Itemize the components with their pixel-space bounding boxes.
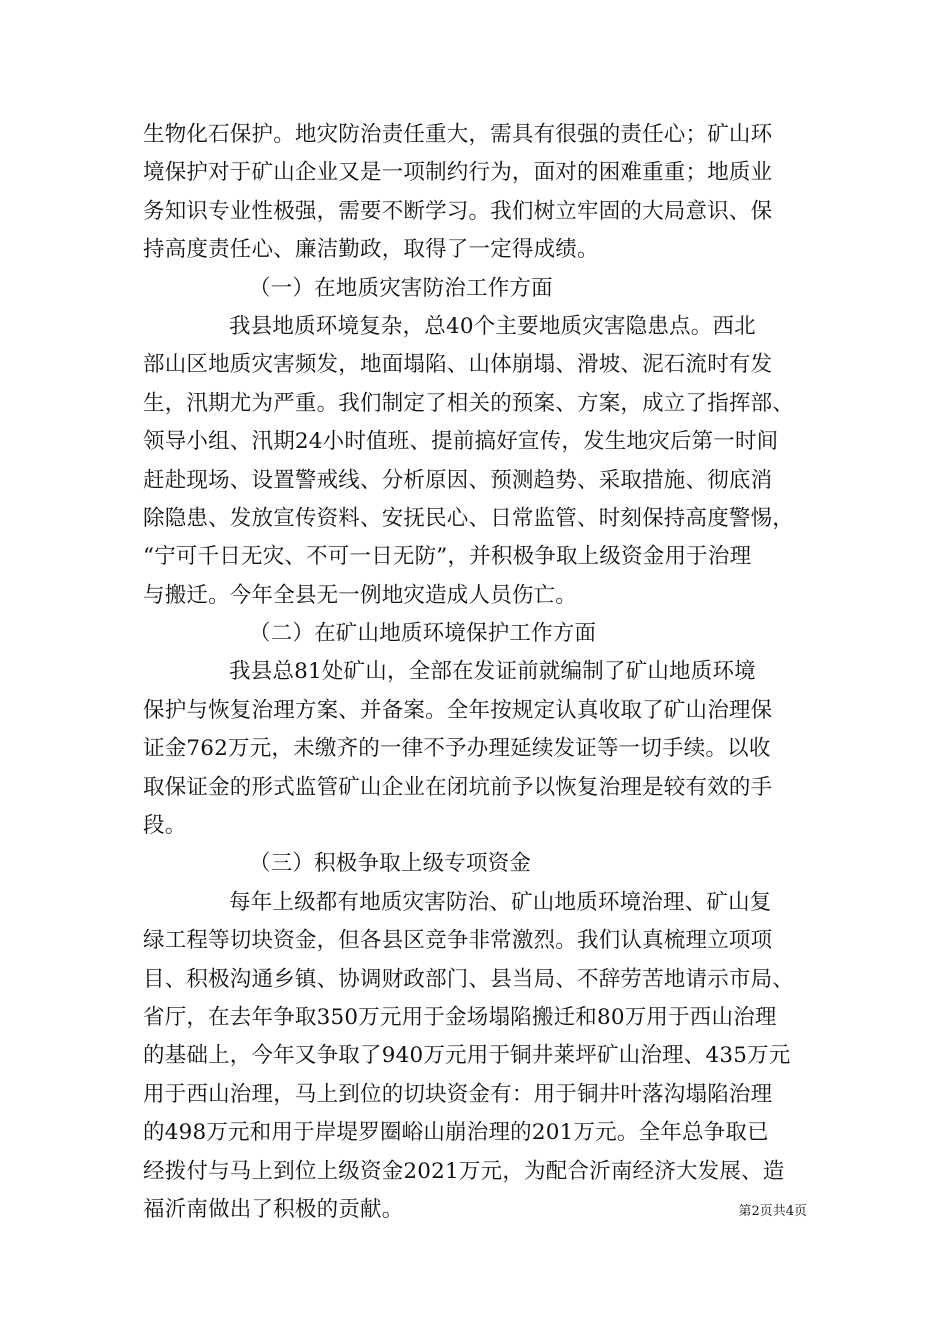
text-line: 生，汛期尤为严重。我们制定了相关的预案、方案，成立了指挥部、 bbox=[143, 390, 795, 416]
paragraph bbox=[143, 116, 825, 270]
text-line: 保护与恢复治理方案、并备案。全年按规定认真收取了矿山治理保 bbox=[143, 697, 773, 723]
text-line: 绿工程等切块资金，但各县区竞争非常激烈。我们认真梳理立项项 bbox=[143, 928, 773, 954]
text-line: 务知识专业性极强，需要不断学习。我们树立牢固的大局意识、保 bbox=[143, 198, 773, 224]
paragraph bbox=[143, 884, 825, 1230]
text-line: （一）在地质灾害防治工作方面 bbox=[249, 275, 553, 301]
paragraph bbox=[143, 653, 825, 845]
text-line: 每年上级都有地质灾害防治、矿山地质环境治理、矿山复 bbox=[229, 889, 772, 915]
text-line: 取保证金的形式监管矿山企业在闭坑前予以恢复治理是较有效的手 bbox=[143, 774, 773, 800]
section-heading bbox=[143, 615, 825, 653]
section-heading bbox=[143, 845, 825, 883]
text-line: 我县地质环境复杂，总40个主要地质灾害隐患点。西北 bbox=[229, 313, 756, 339]
text-line: 赶赴现场、设置警戒线、分析原因、预测趋势、采取措施、彻底消 bbox=[143, 467, 773, 493]
text-line: 领导小组、汛期24小时值班、提前搞好宣传，发生地灾后第一时间 bbox=[143, 429, 779, 455]
text-line: “宁可千日无灾、不可一日无防”，并积极争取上级资金用于治理 bbox=[143, 544, 752, 570]
document-body bbox=[143, 116, 825, 1229]
text-line: 证金762万元，未缴齐的一律不予办理延续发证等一切手续。以收 bbox=[143, 736, 771, 762]
text-line: 经拨付与马上到位上级资金2021万元，为配合沂南经济大发展、造 bbox=[143, 1158, 785, 1184]
text-line: 与搬迁。今年全县无一例地灾造成人员伤亡。 bbox=[143, 582, 578, 608]
text-line: （二）在矿山地质环境保护工作方面 bbox=[249, 621, 597, 647]
text-line: 持高度责任心、廉洁勤政，取得了一定得成绩。 bbox=[143, 237, 599, 263]
text-line: 部山区地质灾害频发，地面塌陷、山体崩塌、滑坡、泥石流时有发 bbox=[143, 352, 773, 378]
text-line: 目、积极沟通乡镇、协调财政部门、县当局、不辞劳苦地请示市局、 bbox=[143, 966, 795, 992]
text-line: 我县总81处矿山，全部在发证前就编制了矿山地质环境 bbox=[229, 659, 756, 685]
text-line: 段。 bbox=[143, 813, 187, 839]
paragraph bbox=[143, 308, 825, 615]
text-line: 用于西山治理，马上到位的切块资金有：用于铜井叶落沟塌陷治理 bbox=[143, 1081, 773, 1107]
section-heading bbox=[143, 270, 825, 308]
text-line: 除隐患、发放宣传资料、安抚民心、日常监管、时刻保持高度警惕， bbox=[143, 505, 795, 531]
text-line: 省厅，在去年争取350万元用于金场塌陷搬迁和80万用于西山治理 bbox=[143, 1004, 777, 1030]
text-line: （三）积极争取上级专项资金 bbox=[249, 851, 532, 877]
text-line: 福沂南做出了积极的贡献。 bbox=[143, 1196, 404, 1222]
text-line: 的498万元和用于岸堤罗圈峪山崩治理的201万元。全年总争取已 bbox=[143, 1120, 769, 1146]
text-line: 境保护对于矿山企业又是一项制约行为，面对的困难重重；地质业 bbox=[143, 160, 773, 186]
page-number-footer: 第2页共4页 bbox=[738, 1204, 807, 1219]
text-line: 的基础上，今年又争取了940万元用于铜井莱坪矿山治理、435万元 bbox=[143, 1043, 791, 1069]
text-line: 生物化石保护。地灾防治责任重大，需具有很强的责任心；矿山环 bbox=[143, 122, 773, 147]
